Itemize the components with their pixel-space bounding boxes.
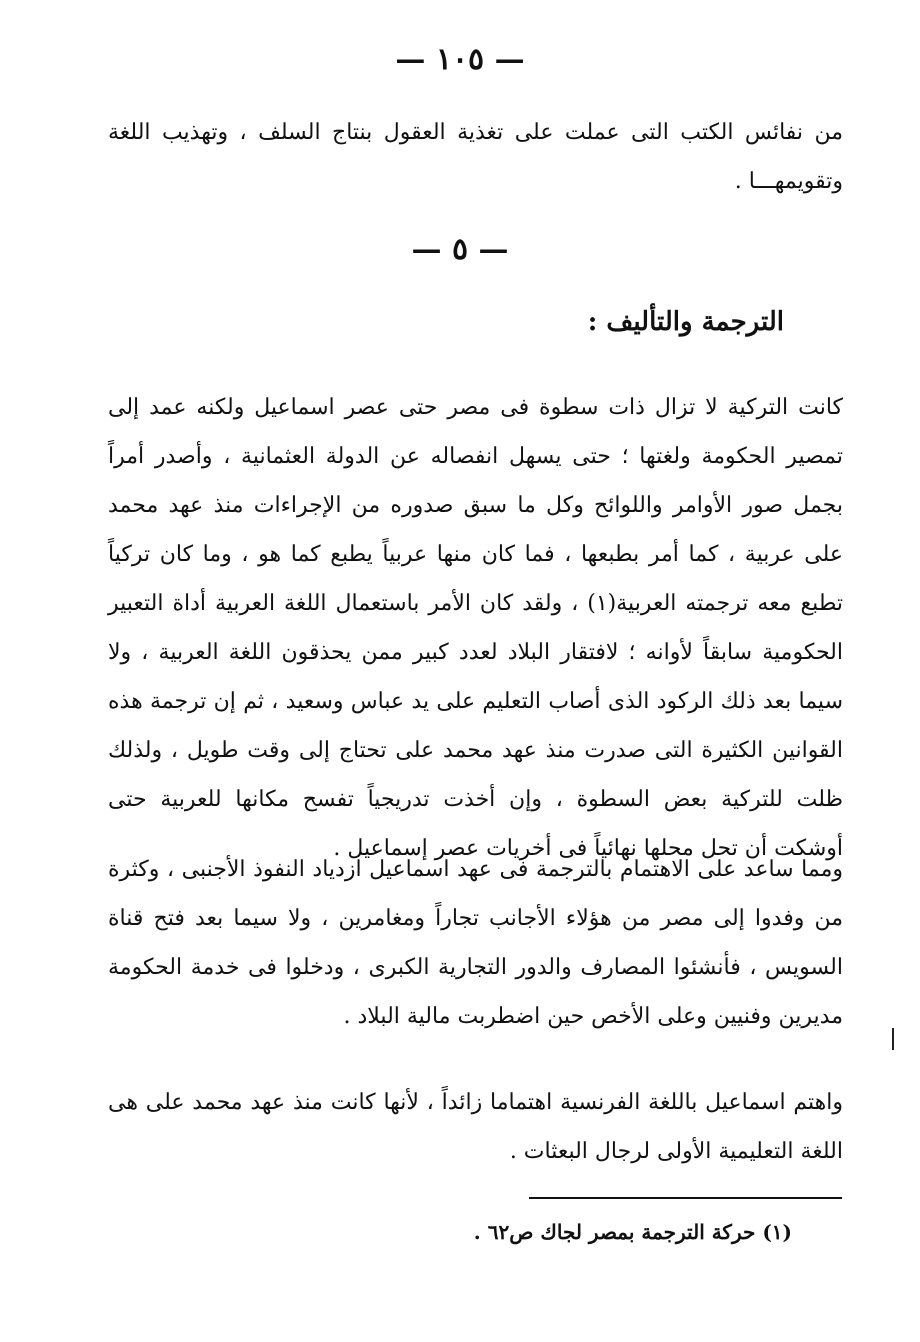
body-paragraph-1: كانت التركية لا تزال ذات سطوة فى مصر حتى عصر اسماعيل ولكنه عمد إلى تمصير الحكومة ولغتها ؛ حتى يسهل انفصاله عن الدولة العثمانية ، وأصدر أمراً بجمل صور الأوامر واللوائح وكل ما سبق صدوره من الإجراءات منذ عهد محمد على عربية ، كما أمر بطبعها ، فما كان منها عربياً يطبع كما هو ، وما كان تركياً تطبع معه ترجمته العربية(١) ، ولقد كان الأمر باستعمال اللغة العربية أداة التعبير الحكومية سابقاً لأوانه ؛ لافتقار البلاد لعدد كبير ممن يحذقون اللغة العربية ، ولا سيما بعد ذلك الركود الذى أصاب التعليم على يد عباس وسعيد ، ثم إن ترجمة هذه القوانين الكثيرة التى صدرت منذ عهد محمد على تحتاج إلى وقت طويل ، ولذلك ظلت للتركية بعض السطوة ، وإن أخذت تدريجياً تفسح مكانها للعربية حتى أوشكت أن تحل محلها نهائياً فى أخريات عصر إسماعيل . xyxy=(108,395,843,861)
intro-paragraph: من نفائس الكتب التى عملت على تغذية العقول بنتاج السلف ، وتهذيب اللغة وتقويمهـــا . xyxy=(108,120,843,194)
page-number: — ١٠٥ — xyxy=(395,42,525,77)
footnote: (١) حركة الترجمة بمصر لجاك ص٦٢ . xyxy=(473,1220,792,1244)
body-paragraph-3: واهتم اسماعيل باللغة الفرنسية اهتماما زائداً ، لأنها كانت منذ عهد محمد على هى اللغة التعليمية الأولى لرجال البعثات . xyxy=(108,1090,843,1164)
section-number: — ٥ — xyxy=(411,232,509,267)
body-paragraph-2: ومما ساعد على الاهتمام بالترجمة فى عهد اسماعيل ازدياد النفوذ الأجنبى ، وكثرة من وفدوا إلى مصر من هؤلاء الأجانب تجاراً ومغامرين ، ولا سيما بعد فتح قناة السويس ، فأنشئوا المصارف والدور التجارية الكبرى ، ودخلوا فى خدمة الحكومة مديرين وفنيين وعلى الأخص حين اضطربت مالية البلاد . xyxy=(108,857,843,1029)
margin-mark xyxy=(892,1028,894,1050)
section-title: الترجمة والتأليف : xyxy=(587,307,784,337)
footnote-divider xyxy=(529,1197,842,1199)
